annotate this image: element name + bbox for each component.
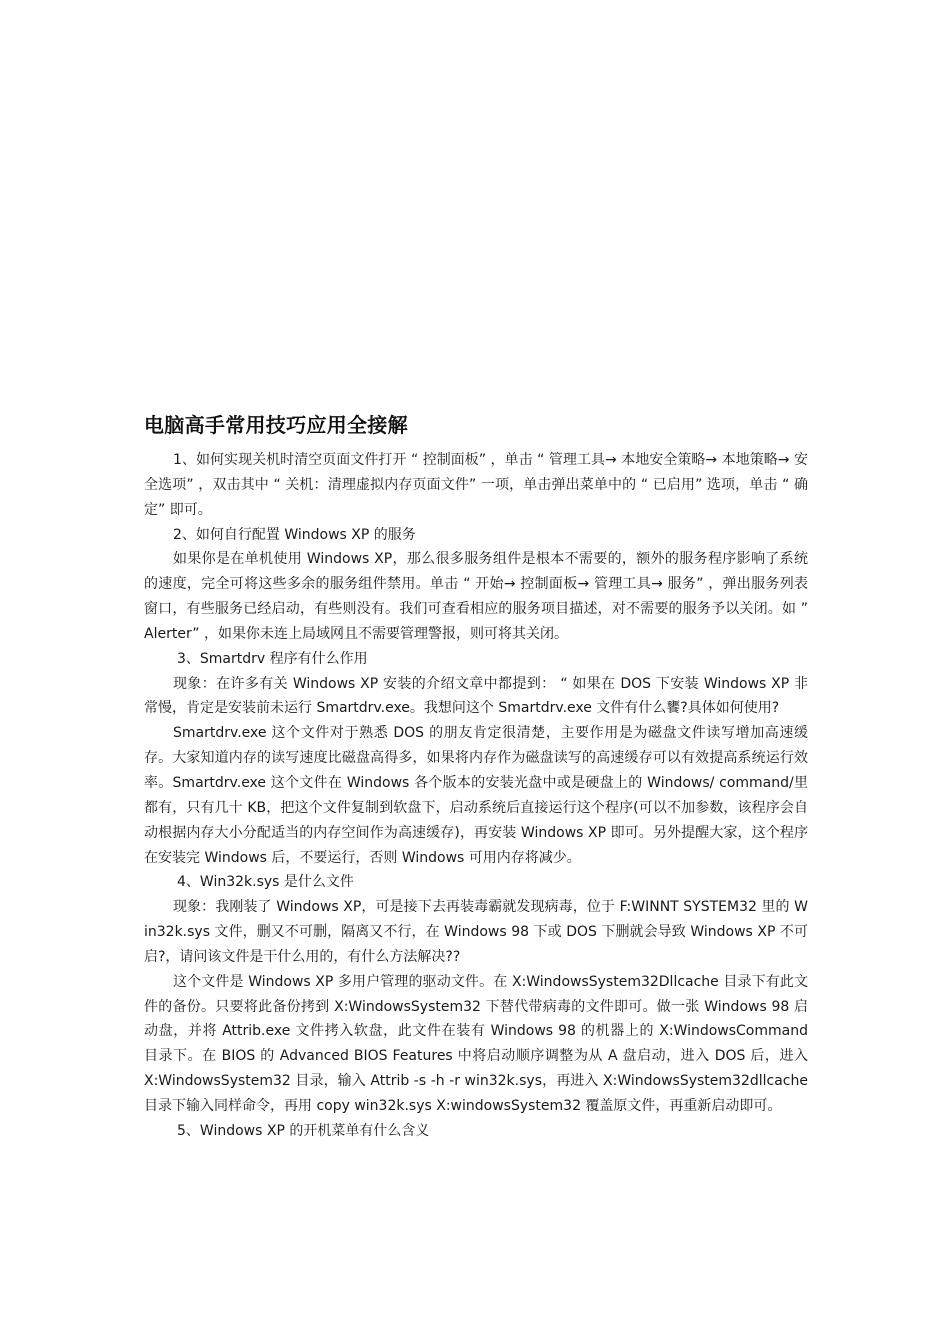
paragraph-q4-answer: 这个文件是 Windows XP 多用户管理的驱动文件。在 X:WindowsSystem32Dllcache 目录下有此文件的备份。只要将此备份拷到 X:WindowsSystem32 下替代带病毒的文件即可。做一张 Windows 98 启动盘，并将 Attrib.exe 文件拷入软盘，此文件在装有 Windows 98 的机器上的 X:WindowsCommand 目录下。在 BIOS 的 Advanced BIOS Features 中将启动顺序调整为从 A 盘启动，进入 DOS 后，进入 X:WindowsSystem32 目录，输入 Attrib -s -h -r win32k.sys，再进入 X:WindowsSystem32dllcache 目录下输入同样命令，再用 copy win32k.sys X:windowsSystem32 覆盖原文件，再重新启动即可。: [144, 973, 808, 1114]
section-heading-q3: 3、Smartdrv 程序有什么作用: [177, 650, 368, 667]
paragraph-q3-symptom: 现象：在许多有关 Windows XP 安装的介绍文章中都提到： “ 如果在 DOS 下安装 Windows XP 非常慢，肯定是安装前未运行 Smartdrv.exe。我想问这个 Smartdrv.exe 文件有什么饔?具体如何使用?: [144, 675, 808, 717]
paragraph-q1: 1、如何实现关机时清空页面文件打开 “ 控制面板” ，单击 “ 管理工具→ 本地安全策略→ 本地策略→ 安全选项” ，双击其中 “ 关机：清理虚拟内存页面文件” 一项，单击弹出菜单中的 “ 已启用” 选项，单击 “ 确定” 即可。: [144, 452, 808, 518]
paragraph-q4-symptom: 现象：我刚装了 Windows XP，可是接下去再装毒霸就发现病毒，位于 F:WINNT SYSTEM32 里的 Win32k.sys 文件，删又不可删，隔离又不行，在 Windows 98 下或 DOS 下删就会导致 Windows XP 不可启?，请问该文件是干什么用的，有什么方法解决??: [144, 899, 808, 965]
document-title: 电脑高手常用技巧应用全接解: [144, 413, 408, 437]
paragraph-q3-answer: Smartdrv.exe 这个文件对于熟悉 DOS 的朋友肯定很清楚，主要作用是为磁盘文件读写增加高速缓存。大家知道内存的读写速度比磁盘高得多，如果将内存作为磁盘读写的高速缓存可以有效提高系统运行效率。Smartdrv.exe 这个文件在 Windows 各个版本的安装光盘中或是硬盘上的 Windows/ command/里都有，只有几十 KB，把这个文件复制到软盘下，启动系统后直接运行这个程序(可以不加参数，该程序会自动根据内存大小分配适当的内存空间作为高速缓存)，再安装 Windows XP 即可。另外提醒大家，这个程序在安装完 Windows 后，不要运行，否则 Windows 可用内存将减少。: [144, 725, 808, 866]
section-heading-q4: 4、Win32k.sys 是什么文件: [177, 874, 354, 891]
paragraph-q2-answer: 如果你是在单机使用 Windows XP，那么很多服务组件是根本不需要的，额外的服务程序影响了系统的速度，完全可将这些多余的服务组件禁用。单击 “ 开始→ 控制面板→ 管理工具→ 服务” ，弹出服务列表窗口，有些服务已经启动，有些则没有。我们可查看相应的服务项目描述，对不需要的服务予以关闭。如 ” Alerter” ，如果你未连上局域网且不需要管理警报，则可将其关闭。: [144, 551, 808, 642]
section-heading-q2: 2、如何自行配置 Windows XP 的服务: [173, 526, 416, 543]
document-body: [144, 408, 808, 1144]
section-heading-q5: 5、Windows XP 的开机菜单有什么含义: [177, 1122, 430, 1139]
